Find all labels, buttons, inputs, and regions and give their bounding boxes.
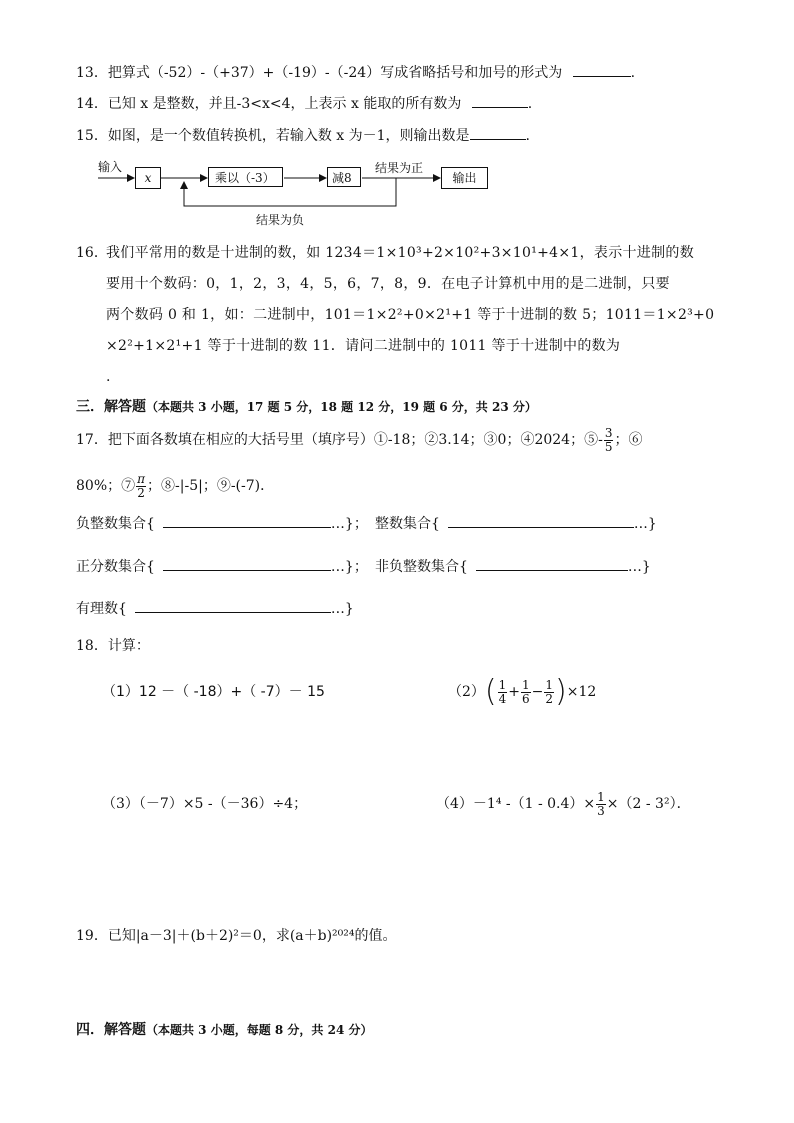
q17-fraction-7 [136, 473, 146, 500]
pos-frac-set [76, 556, 368, 577]
q18-p4-den: 3 [597, 803, 605, 818]
q18-p4-frac [596, 791, 606, 818]
q18-p4-b: ×（2 - 3²）． [606, 796, 691, 812]
neg-int-blank[interactable] [163, 513, 331, 528]
q16-line-4: ×2²+1×2¹+1 等于十进制的数 11．请问二进制中的 1011 等于十进制中的数为 [106, 338, 621, 354]
q17-line2-a: 80%；⑦ [76, 478, 136, 494]
q16-number: 16． [76, 245, 108, 261]
neg-int-label: 负整数集合{ [76, 516, 155, 532]
pos-frac-semicolon: ； [353, 559, 368, 575]
q17-sep5: ；⑥ [614, 432, 643, 448]
nonneg-int-set [375, 556, 651, 577]
q19-number: 19． [76, 928, 108, 944]
section-4-title: 四．解答题 [76, 1022, 146, 1038]
q18-p2-frac-a [498, 679, 508, 706]
q18-p2-tail: ×12 [566, 684, 597, 700]
flow-subtract-box: 减8 [327, 167, 361, 187]
q18-part-3: （3）（－7）×5 -（－36）÷4； [102, 796, 308, 812]
q18-p2-a: 1 [498, 677, 507, 692]
q13-number: 13． [76, 65, 108, 81]
section-4-heading [76, 1020, 372, 1040]
rational-set [76, 598, 354, 619]
q18-p2-f: 2 [545, 691, 554, 706]
neg-int-semicolon: ； [353, 516, 368, 532]
q17-line2-b: ；⑧-|-5|；⑨-(-7)． [147, 478, 275, 494]
q18-p2-d: 6 [522, 691, 530, 706]
nonneg-int-label: 非负整数集合{ [375, 559, 468, 575]
flow-output-box: 输出 [441, 167, 488, 189]
q18-p2-label: （2） [448, 684, 485, 700]
neg-int-close: …} [330, 516, 354, 532]
question-18 [76, 636, 150, 656]
flow-negative-label: 结果为负 [256, 213, 305, 227]
q15-end: . [525, 128, 530, 144]
pos-frac-close: …} [330, 559, 354, 575]
q17-f7-num: π [137, 471, 146, 486]
q18-p2-lparen: ( [484, 674, 497, 709]
rational-label: 有理数{ [76, 601, 127, 617]
question-19 [76, 926, 397, 946]
q18-p2-e: 1 [545, 677, 554, 692]
pos-frac-label: 正分数集合{ [76, 559, 155, 575]
q14-end: . [527, 96, 533, 112]
int-label: 整数集合{ [375, 516, 440, 532]
q18-part-4 [436, 788, 691, 820]
q18-p4-a: （4）－1⁴ -（1 - 0.4）× [436, 796, 596, 812]
q18-part-2: （2）( $\frac{1}{4}$ + $\frac{1}{6}$ − $\frac{1}{2}$ )×12 [448, 674, 597, 709]
flow-multiply-box: 乘以（-3） [208, 167, 283, 187]
q17-number: 17． [76, 432, 108, 448]
pos-frac-blank[interactable] [163, 556, 331, 571]
q14-text: 已知 x 是整数，并且-3<x<4，上表示 x 能取的所有数为 [107, 96, 462, 112]
q17-intro: 把下面各数填在相应的大括号里（填序号）①-18；②3.14；③0；④2024；⑤- [107, 432, 603, 448]
q13-end: . [630, 65, 636, 81]
flow-positive-label: 结果为正 [375, 161, 424, 175]
q15-text: 如图，是一个数值转换机，若输入数 x 为－1，则输出数是 [107, 128, 470, 144]
rational-close: …} [330, 601, 354, 617]
question-17-line2 [76, 472, 274, 500]
rational-blank[interactable] [135, 598, 331, 613]
int-set [375, 513, 657, 534]
q18-title: 计算： [107, 638, 150, 654]
section-3-note: （本题共 3 小题，17 题 5 分，18 题 12 分，19 题 6 分，共 23 分） [146, 400, 537, 414]
question-17 [76, 426, 642, 454]
q18-part-1: （1）12 －（ -18）+（ -7）－ 15 [102, 684, 325, 700]
section-4-note: （本题共 3 小题，每题 8 分，共 24 分） [146, 1023, 373, 1037]
nonneg-int-close: …} [627, 559, 651, 575]
section-3-heading [76, 397, 537, 417]
int-close: …} [633, 516, 657, 532]
q15-number: 15． [76, 128, 108, 144]
q16-line-3: 两个数码 0 和 1，如：二进制中，101＝1×2²+0×2¹+1 等于十进制的数 5；1011＝1×2³+0 [106, 307, 715, 323]
q17-f7-den: 2 [137, 485, 145, 500]
q14-number: 14． [76, 96, 108, 112]
q18-p2-frac-c [544, 679, 554, 706]
flow-input-label: 输入 [98, 160, 123, 174]
q16-line-2: 要用十个数码：0，1，2，3，4，5，6，7，8，9．在电子计算机中用的是二进制，只要 [106, 276, 670, 292]
q18-p2-c: 1 [522, 677, 530, 692]
q18-number: 18． [76, 638, 108, 654]
q17-f5-num: 3 [604, 425, 613, 440]
q17-fraction-5 [604, 427, 614, 454]
q18-p2-frac-b [521, 679, 531, 706]
neg-int-set [76, 513, 368, 534]
q19-text: 已知|a－3|＋(b＋2)²＝0，求(a＋b)²⁰²⁴的值。 [107, 928, 397, 944]
q16-line-1: 我们平常用的数是十进制的数，如 1234＝1×10³+2×10²+3×10¹+4×1，表示十进制的数 [106, 245, 695, 261]
q18-p4-num: 1 [597, 789, 605, 804]
q16-line-5: . [106, 369, 111, 385]
section-3-title: 三．解答题 [76, 399, 146, 415]
flowchart-arrows [0, 0, 794, 240]
q18-p2-b: 4 [498, 691, 507, 706]
q13-text: 把算式（-52）-（+37）+（-19）-（-24）写成省略括号和加号的形式为 [107, 65, 563, 81]
flow-x-box: x [135, 167, 161, 189]
int-blank[interactable] [448, 513, 634, 528]
q18-p2-rparen: ) [555, 674, 567, 709]
question-16 [106, 238, 718, 393]
q17-f5-den: 5 [604, 439, 613, 454]
nonneg-int-blank[interactable] [476, 556, 628, 571]
